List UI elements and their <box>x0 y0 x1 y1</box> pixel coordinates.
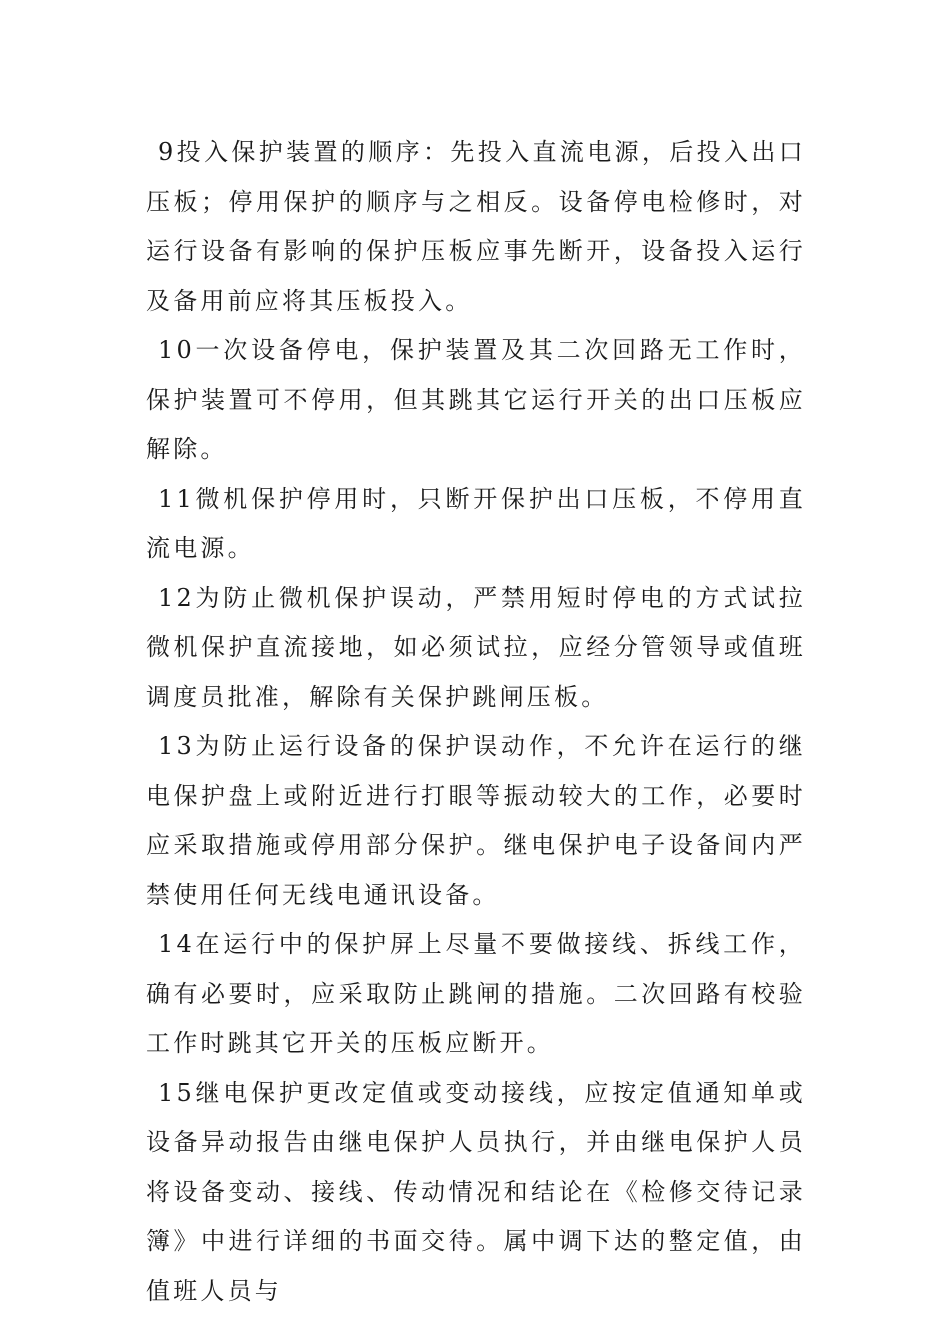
paragraph-10: 10一次设备停电，保护装置及其二次回路无工作时，保护装置可不停用，但其跳其它运行开关的出口压板应解除。 <box>146 336 806 463</box>
paragraph-9: 9投入保护装置的顺序：先投入直流电源，后投入出口压板；停用保护的顺序与之相反。设备停电检修时，对运行设备有影响的保护压板应事先断开，设备投入运行及备用前应将其压板投入。 <box>146 138 806 315</box>
paragraph-14: 14在运行中的保护屏上尽量不要做接线、拆线工作，确有必要时，应采取防止跳闸的措施。二次回路有校验工作时跳其它开关的压板应断开。 <box>146 930 806 1057</box>
document-body <box>146 128 806 1316</box>
paragraph-15: 15继电保护更改定值或变动接线，应按定值通知单或设备异动报告由继电保护人员执行，并由继电保护人员将设备变动、接线、传动情况和结论在《检修交待记录簿》中进行详细的书面交待。属中调下达的整定值，由值班人员与 <box>146 1078 806 1305</box>
paragraph-11: 11微机保护停用时，只断开保护出口压板，不停用直流电源。 <box>146 484 806 562</box>
paragraph-13: 13为防止运行设备的保护误动作，不允许在运行的继电保护盘上或附近进行打眼等振动较大的工作，必要时应采取措施或停用部分保护。继电保护电子设备间内严禁使用任何无线电通讯设备。 <box>146 732 806 909</box>
paragraph-12: 12为防止微机保护误动，严禁用短时停电的方式试拉微机保护直流接地，如必须试拉，应经分管领导或值班调度员批准，解除有关保护跳闸压板。 <box>146 583 806 711</box>
